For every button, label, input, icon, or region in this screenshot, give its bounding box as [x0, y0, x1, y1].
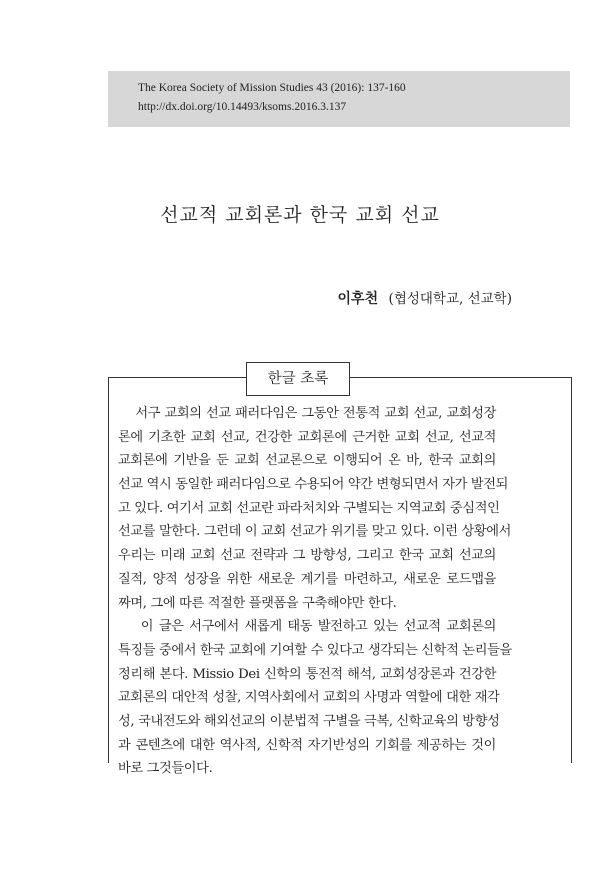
abstract-line: 우리는 미래 교회 선교 전략과 그 방향성, 그리고 한국 교회 선교의 — [118, 548, 496, 564]
abstract-line: 선교 역시 동일한 패러다임으로 수용되어 약간 변형되면서 자가 발전되 — [118, 477, 509, 493]
abstract-line: 질적, 양적 성장을 위한 새로운 계기를 마련하고, 새로운 로드맵을 — [118, 571, 496, 587]
paper-title: 선교적 교회론과 한국 교회 선교 — [160, 204, 440, 226]
abstract-line: 교회론에 기반을 둔 교회 선교론으로 이행되어 온 바, 한국 교회의 — [118, 453, 496, 469]
abstract-line: 바로 그것들이다. — [118, 761, 213, 777]
abstract-label: 한글 초록 — [246, 362, 350, 396]
abstract-line: 특징들 중에서 한국 교회에 기여할 수 있다고 생각되는 신학적 논리들을 — [118, 642, 512, 658]
author-affiliation: (협성대학교, 선교학) — [388, 291, 512, 307]
abstract-line: 정리해 본다. Missio Dei 신학의 통전적 해석, 교회성장론과 건강한 — [118, 666, 496, 682]
author-name: 이후천 — [337, 291, 379, 307]
abstract-line: 성, 국내전도와 해외선교의 이분법적 구별을 극복, 신학교육의 방향성 — [118, 713, 500, 729]
doi-link[interactable]: http://dx.doi.org/10.14493/ksoms.2016.3.137 — [138, 101, 347, 113]
abstract-line: 과 콘텐츠에 대한 역사적, 신학적 자기반성의 기회를 제공하는 것이 — [118, 737, 496, 753]
abstract-line: 짜며, 그에 따른 적절한 플랫폼을 구축해야만 한다. — [118, 595, 397, 611]
abstract-line: 고 있다. 여기서 교회 선교란 파라처치와 구별되는 지역교회 중심적인 — [118, 500, 500, 516]
abstract-line: 이 글은 서구에서 새롭게 태동 발전하고 있는 선교적 교회론의 — [118, 619, 496, 635]
abstract-text — [118, 402, 512, 781]
abstract-line: 론에 기초한 교회 선교, 건강한 교회론에 근거한 교회 선교, 선교적 — [118, 429, 496, 445]
abstract-line: 서구 교회의 선교 패러다임은 그동안 전통적 교회 선교, 교회성장 — [118, 406, 496, 421]
abstract-line: 선교를 말한다. 그런데 이 교회 선교가 위기를 맞고 있다. 이런 상황에서 — [118, 524, 511, 540]
abstract-line: 교회론의 대안적 성찰, 지역사회에서 교회의 사명과 역할에 대한 재각 — [118, 690, 500, 706]
author-block — [338, 287, 512, 308]
journal-header — [108, 71, 570, 127]
journal-citation: The Korea Society of Mission Studies 43 (2016): 137-160 — [138, 82, 406, 94]
